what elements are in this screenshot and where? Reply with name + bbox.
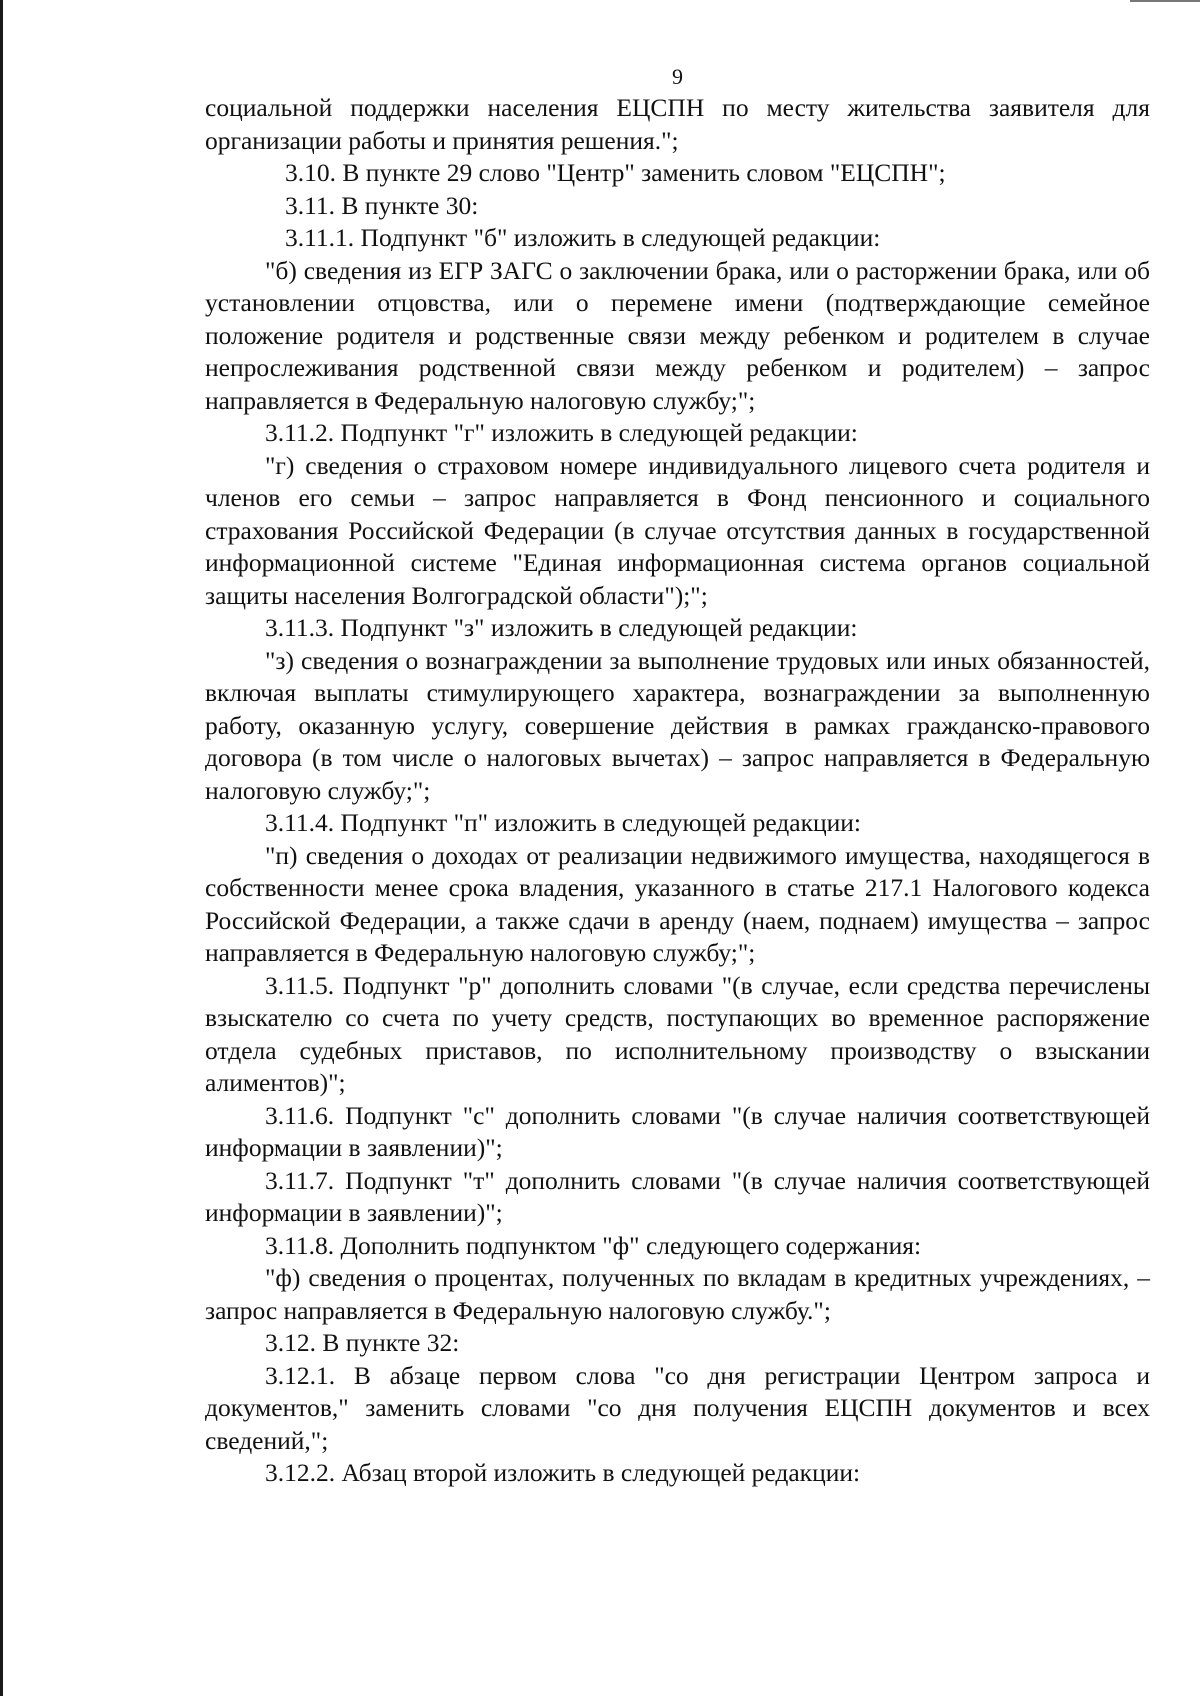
paragraph-3-11-1: 3.11.1. Подпункт "б" изложить в следующей редакции: (285, 223, 881, 252)
paragraph-3-12-2: 3.12.2. Абзац второй изложить в следующей редакции: (265, 1458, 861, 1487)
paragraph-continuation: социальной поддержки населения ЕЦСПН по месту жительства заявителя для организации работы и принятия решения."; (205, 93, 1150, 155)
paragraph-3-12-1: 3.12.1. В абзаце первом слова "со дня регистрации Центром запроса и документов," заменить словами "со дня получения ЕЦСПН документов и всех сведений,"; (205, 1360, 1150, 1455)
page-number: 9 (672, 64, 683, 89)
paragraph-3-11-5: 3.11.5. Подпункт "р" дополнить словами "(в случае, если средства перечислены взыскателю со счета по учету средств, поступающих во временное распоряжение отдела судебных приставов, по исполнительному производству о взыскании алиментов)"; (205, 970, 1150, 1097)
scan-edge-left (0, 0, 3, 1696)
paragraph-3-12: 3.12. В пункте 32: (265, 1328, 460, 1357)
scan-edge-top (1130, 0, 1200, 2)
paragraph-subpoint-b: "б) сведения из ЕГР ЗАГС о заключении брака, или о расторжении брака, или об установлении отцовства, или о перемене имени (подтверждающие семейное положение родителя и родственные связи между ребенком и родителем в случае непрослеживания родственной связи между ребенком и родителем) – запрос направляется в Федеральную налоговую службу;"; (205, 255, 1150, 415)
paragraph-subpoint-z: "з) сведения о вознаграждении за выполнение трудовых или иных обязанностей, включая выплаты стимулирующего характера, вознаграждении за выполненную работу, оказанную услугу, совершение действия в рамках гражданско-правового договора (в том числе о налоговых вычетах) – запрос направляется в Федеральную налоговую службу;"; (205, 645, 1150, 805)
paragraph-3-11-7: 3.11.7. Подпункт "т" дополнить словами "(в случае наличия соответствующей информации в заявлении)"; (205, 1165, 1150, 1227)
paragraph-subpoint-p: "п) сведения о доходах от реализации недвижимого имущества, находящегося в собственности менее срока владения, указанного в статье 217.1 Налогового кодекса Российской Федерации, а также сдачи в аренду (наем, поднаем) имущества – запрос направляется в Федеральную налоговую службу;"; (205, 840, 1150, 967)
document-body (205, 92, 1150, 1490)
paragraph-subpoint-g: "г) сведения о страховом номере индивидуального лицевого счета родителя и членов его семьи – запрос направляется в Фонд пенсионного и социального страхования Российской Федерации (в случае отсутствия данных в государственной информационной системе "Единая информационная система органов социальной защиты населения Волгоградской области");"; (205, 450, 1150, 610)
paragraph-3-11: 3.11. В пункте 30: (285, 190, 479, 220)
paragraph-3-11-6: 3.11.6. Подпункт "с" дополнить словами "(в случае наличия соответствующей информации в заявлении)"; (205, 1100, 1150, 1162)
paragraph-subpoint-f: "ф) сведения о процентах, полученных по вкладам в кредитных учреждениях, – запрос направляется в Федеральную налоговую службу."; (205, 1263, 1150, 1325)
paragraph-3-10: 3.10. В пункте 29 слово "Центр" заменить словом "ЕЦСПН"; (285, 158, 946, 187)
paragraph-3-11-2: 3.11.2. Подпункт "г" изложить в следующей редакции: (265, 418, 858, 447)
paragraph-3-11-8: 3.11.8. Дополнить подпунктом "ф" следующего содержания: (265, 1230, 922, 1260)
paragraph-3-11-3: 3.11.3. Подпункт "з" изложить в следующей редакции: (265, 613, 858, 642)
paragraph-3-11-4: 3.11.4. Подпункт "п" изложить в следующей редакции: (265, 808, 862, 837)
